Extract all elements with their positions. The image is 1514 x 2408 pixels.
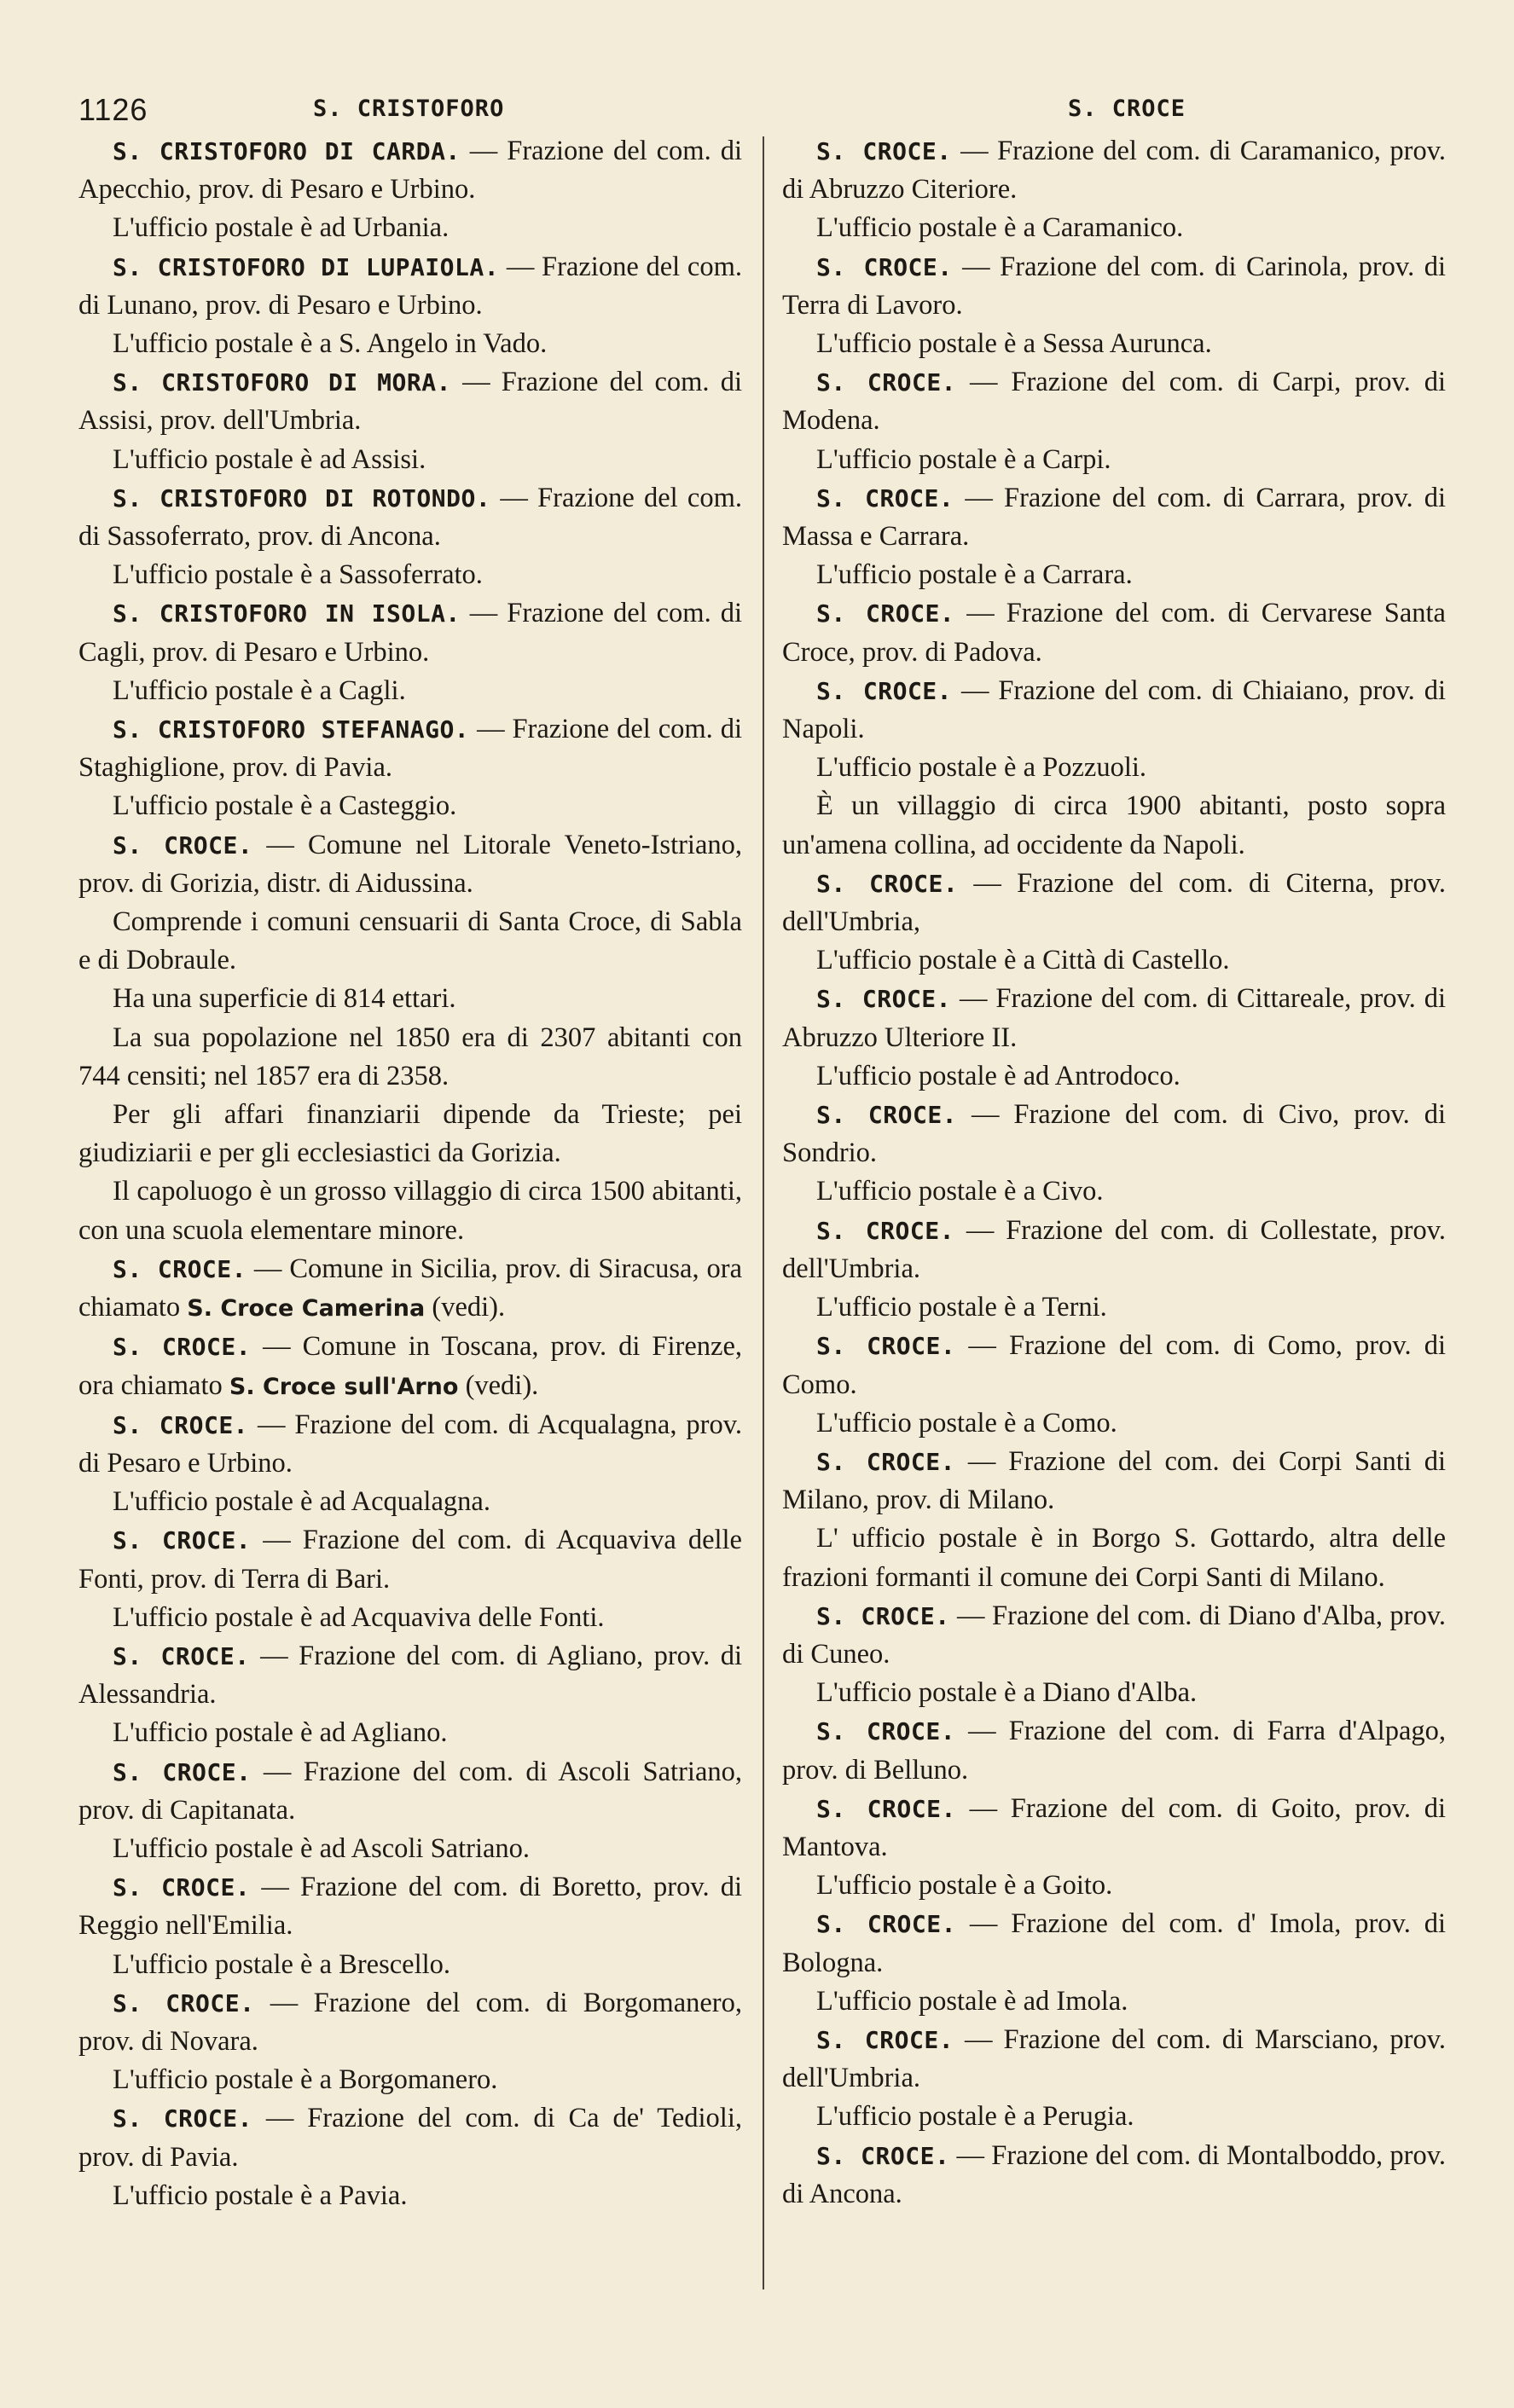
entry-text: — Frazione del com. di Borgomanero, prov. di Novara. [78, 1987, 742, 2057]
entry-text: — Frazione del com. d' Imola, prov. di Bologna. [782, 1908, 1446, 1978]
entry-text: — Frazione del com. di Sassoferrato, prov. di Ancona. [78, 482, 742, 553]
entry-heading: S. CROCE. [113, 1410, 249, 1439]
entry-text: — Frazione del com. di Acqualagna, prov. di Pesaro e Urbino. [78, 1409, 742, 1479]
gazetteer-entry [78, 2099, 742, 2176]
entry-note: L' ufficio postale è in Borgo S. Gottardo, altra delle frazioni formanti il comune dei Corpi Santi di Milano. [782, 1523, 1446, 1593]
entry-note: L'ufficio postale è ad Ascoli Satriano. [113, 1832, 531, 1864]
entry-text-tail: (vedi). [425, 1292, 506, 1323]
entry-text: — Frazione del com. di Staghiglione, prov. di Pavia. [78, 714, 742, 784]
gazetteer-entry [78, 1328, 742, 1405]
gazetteer-entry [78, 1521, 742, 1598]
gazetteer-entry [782, 1790, 1446, 1867]
entry-heading: S. CROCE. [816, 1216, 954, 1245]
entry-heading: S. CROCE. [816, 2141, 950, 2170]
entry-heading: S. CROCE. [816, 599, 955, 628]
entry-heading: S. CROCE. [113, 1333, 252, 1362]
entry-text: — Comune in Sicilia, prov. di Siracusa, ora chiamato [78, 1253, 743, 1323]
entry-text: — Frazione del com. di Cagli, prov. di Pesaro e Urbino. [78, 598, 742, 668]
entry-heading: S. CROCE. [113, 1254, 247, 1283]
running-head-left: S. CRISTOFORO [313, 96, 505, 122]
gazetteer-entry [78, 710, 742, 787]
running-head-right: S. CROCE [1068, 96, 1186, 122]
entry-text: — Frazione del com. di Apecchio, prov. di Pesaro e Urbino. [78, 136, 742, 205]
entry-heading: S. CROCE. [816, 676, 953, 705]
entry-text: — Frazione del com. di Lunano, prov. di Pesaro e Urbino. [78, 251, 742, 321]
entry-note: L'ufficio postale è ad Acquaviva delle Fonti. [113, 1601, 605, 1633]
gazetteer-entry [78, 1753, 742, 1830]
entry-note: L'ufficio postale è a Civo. [816, 1176, 1104, 1207]
entry-heading: S. CRISTOFORO DI ROTONDO. [113, 483, 491, 512]
entry-note: L'ufficio postale è ad Agliano. [113, 1717, 448, 1749]
entry-heading: S. CRISTOFORO STEFANAGO. [113, 715, 470, 744]
entry-heading: S. CROCE. [816, 137, 952, 165]
entry-note: L'ufficio postale è ad Imola. [816, 1985, 1128, 2017]
entry-note: L'ufficio postale è a Terni. [816, 1292, 1107, 1323]
entry-text: — Frazione del com. dei Corpi Santi di Milano, prov. di Milano. [782, 1445, 1447, 1516]
entry-heading: S. CROCE. [816, 1794, 956, 1823]
gazetteer-entry [782, 479, 1446, 556]
gazetteer-entry [78, 363, 742, 440]
entry-text: — Frazione del com. di Carinola, prov. di Terra di Lavoro. [782, 251, 1447, 321]
entry-text: — Frazione del com. di Agliano, prov. di Alessandria. [78, 1640, 743, 1710]
entry-heading: S. CROCE. [816, 252, 953, 281]
entry-note: L'ufficio postale è ad Antrodoco. [816, 1060, 1180, 1091]
entry-heading: S. CROCE. [816, 1717, 956, 1746]
gazetteer-entry [78, 1984, 742, 2061]
entry-note: L'ufficio postale è a Pozzuoli. [816, 752, 1147, 784]
entry-text: — Frazione del com. di Boretto, prov. di Reggio nell'Emilia. [78, 1872, 743, 1942]
entry-text: — Frazione del com. di Citerna, prov. dell'Umbria, [782, 867, 1446, 938]
entry-heading: S. CROCE. [113, 1757, 252, 1786]
entry-text: — Frazione del com. di Chiaiano, prov. di Napoli. [782, 674, 1446, 745]
gazetteer-entry [78, 594, 742, 671]
gazetteer-entry [78, 1406, 742, 1483]
gazetteer-entry [782, 1327, 1446, 1404]
entry-text: — Frazione del com. di Farra d'Alpago, prov. di Belluno. [782, 1716, 1447, 1786]
entry-note: L'ufficio postale è a Brescello. [113, 1948, 451, 1980]
entry-heading: S. CROCE. [113, 2104, 252, 2133]
gazetteer-entry [782, 980, 1446, 1056]
entry-text: — Comune in Toscana, prov. di Firenze, ora chiamato [78, 1331, 742, 1401]
entry-heading: S. CROCE. [816, 1332, 956, 1361]
entry-text: — Frazione del com. di Goito, prov. di Mantova. [782, 1792, 1446, 1862]
entry-text: — Frazione del com. di Civo, prov. di Sondrio. [782, 1099, 1446, 1169]
entry-note: L'ufficio postale è a Como. [816, 1407, 1117, 1438]
gazetteer-entry [782, 248, 1446, 325]
entry-note: Comprende i comuni censuarii di Santa Croce, di Sabla e di Dobraule. [78, 906, 742, 976]
entry-text: — Frazione del com. di Carpi, prov. di Modena. [782, 367, 1446, 437]
entry-heading: S. CROCE. [816, 368, 957, 397]
entry-note: L'ufficio postale è a S. Angelo in Vado. [113, 328, 548, 360]
entry-note: La sua popolazione nel 1850 era di 2307 abitanti con 744 censiti; nel 1857 era di 2358. [78, 1022, 742, 1091]
gazetteer-entry [782, 1905, 1446, 1982]
entry-text: — Frazione del com. di Caramanico, prov. di Abruzzo Citeriore. [782, 136, 1446, 205]
gazetteer-entry [78, 479, 742, 556]
gazetteer-entry [78, 826, 742, 903]
entry-heading: S. CROCE. [816, 985, 952, 1014]
gazetteer-entry [782, 1712, 1446, 1789]
entry-heading: S. CROCE. [816, 2025, 954, 2054]
entry-text: — Frazione del com. di Assisi, prov. dell'Umbria. [78, 367, 742, 437]
gazetteer-entry [782, 594, 1446, 671]
entry-heading: S. CROCE. [113, 1873, 251, 1902]
entry-text: — Frazione del com. di Diano d'Alba, prov. di Cuneo. [782, 1600, 1446, 1670]
gazetteer-entry [782, 1212, 1446, 1288]
entry-note: L'ufficio postale è a Goito. [816, 1870, 1113, 1902]
entry-heading: S. CROCE. [816, 1101, 958, 1130]
entry-note: L'ufficio postale è a Pavia. [113, 2179, 408, 2211]
entry-text: — Comune nel Litorale Veneto-Istriano, prov. di Gorizia, distr. di Aidussina. [78, 829, 742, 899]
gazetteer-entry [782, 2021, 1446, 2098]
entry-text: — Frazione del com. di Cervarese Santa Croce, prov. di Padova. [782, 598, 1446, 668]
gazetteer-entry [782, 2137, 1446, 2214]
gazetteer-entry [782, 1096, 1446, 1172]
entry-note: L'ufficio postale è ad Assisi. [113, 443, 426, 475]
entry-note: L'ufficio postale è ad Acqualagna. [113, 1486, 490, 1518]
entry-note: L'ufficio postale è a Città di Castello. [816, 945, 1230, 976]
entry-note: L'ufficio postale è a Diano d'Alba. [816, 1677, 1198, 1709]
entry-note: L'ufficio postale è a Casteggio. [113, 790, 457, 822]
entry-heading: S. CROCE. [816, 1447, 955, 1476]
entry-note: Per gli affari finanziarii dipende da Trieste; pei giudiziarii e per gli ecclesiastici da Gorizia. [78, 1099, 742, 1169]
entry-cross-reference: S. Croce Camerina [187, 1295, 426, 1323]
entry-text: — Frazione del com. di Acquaviva delle Fonti, prov. di Terra di Bari. [78, 1525, 742, 1595]
gazetteer-entry [782, 1443, 1446, 1519]
entry-text: — Frazione del com. di Como, prov. di Como. [782, 1330, 1447, 1400]
entry-note: L'ufficio postale è a Carpi. [816, 443, 1111, 475]
entry-cross-reference: S. Croce sull'Arno [229, 1373, 459, 1400]
entry-heading: S. CROCE. [816, 1910, 956, 1939]
entry-text: — Frazione del com. di Montalboddo, prov. di Ancona. [782, 2139, 1446, 2209]
entry-text: — Frazione del com. di Ca de' Tedioli, prov. di Pavia. [78, 2103, 742, 2173]
entry-note: L'ufficio postale è a Sassoferrato. [113, 559, 483, 591]
entry-heading: S. CRISTOFORO DI LUPAIOLA. [113, 252, 500, 281]
entry-text: — Frazione del com. di Cittareale, prov. di Abruzzo Ulteriore II. [782, 983, 1447, 1053]
entry-text: — Frazione del com. di Collestate, prov. dell'Umbria. [782, 1214, 1446, 1284]
entry-note: Il capoluogo è un grosso villaggio di circa 1500 abitanti, con una scuola elementare minore. [78, 1176, 742, 1246]
entry-text: — Frazione del com. di Carrara, prov. di Massa e Carrara. [782, 482, 1446, 553]
gazetteer-entry [782, 132, 1446, 209]
gazetteer-entry [78, 1250, 742, 1328]
entry-heading: S. CROCE. [816, 483, 954, 512]
gazetteer-entry [782, 363, 1446, 440]
entry-heading: S. CRISTOFORO IN ISOLA. [113, 599, 461, 628]
page-header [78, 92, 1460, 130]
entry-note: L'ufficio postale è a Borgomanero. [113, 2064, 498, 2096]
entry-text: — Frazione del com. di Ascoli Satriano, prov. di Capitanata. [78, 1756, 742, 1826]
entry-note: L'ufficio postale è a Caramanico. [816, 212, 1184, 244]
gazetteer-entry [78, 132, 742, 209]
entry-note: È un villaggio di circa 1900 abitanti, posto sopra un'amena collina, ad occidente da Napoli. [782, 790, 1446, 860]
gazetteer-entry [782, 1597, 1446, 1674]
entry-text-tail: (vedi). [458, 1369, 539, 1401]
entry-heading: S. CROCE. [816, 869, 959, 898]
gazetteer-entry [78, 1868, 742, 1945]
entry-heading: S. CRISTOFORO DI MORA. [113, 368, 451, 397]
entry-note: L'ufficio postale è a Perugia. [816, 2101, 1134, 2133]
entry-heading: S. CROCE. [113, 1641, 250, 1670]
entry-text: — Frazione del com. di Marsciano, prov. dell'Umbria. [782, 2023, 1446, 2094]
gazetteer-entry [78, 248, 742, 325]
entry-note: L'ufficio postale è a Sessa Aurunca. [816, 328, 1212, 360]
entry-heading: S. CROCE. [113, 1526, 252, 1555]
entry-note: Ha una superficie di 814 ettari. [113, 983, 456, 1015]
entry-heading: S. CRISTOFORO DI CARDA. [113, 137, 461, 165]
entry-note: L'ufficio postale è a Cagli. [113, 674, 406, 706]
column-divider [763, 136, 764, 2289]
left-column [78, 132, 742, 2215]
gazetteer-entry [782, 865, 1446, 941]
right-column [782, 132, 1446, 2214]
entry-note: L'ufficio postale è a Carrara. [816, 559, 1133, 591]
gazetteer-entry [78, 1637, 742, 1714]
entry-heading: S. CROCE. [113, 831, 253, 860]
entry-heading: S. CROCE. [816, 1601, 950, 1630]
entry-note: L'ufficio postale è ad Urbania. [113, 212, 450, 244]
page-number: 1126 [78, 92, 148, 127]
entry-heading: S. CROCE. [113, 1988, 255, 2017]
gazetteer-entry [782, 672, 1446, 749]
